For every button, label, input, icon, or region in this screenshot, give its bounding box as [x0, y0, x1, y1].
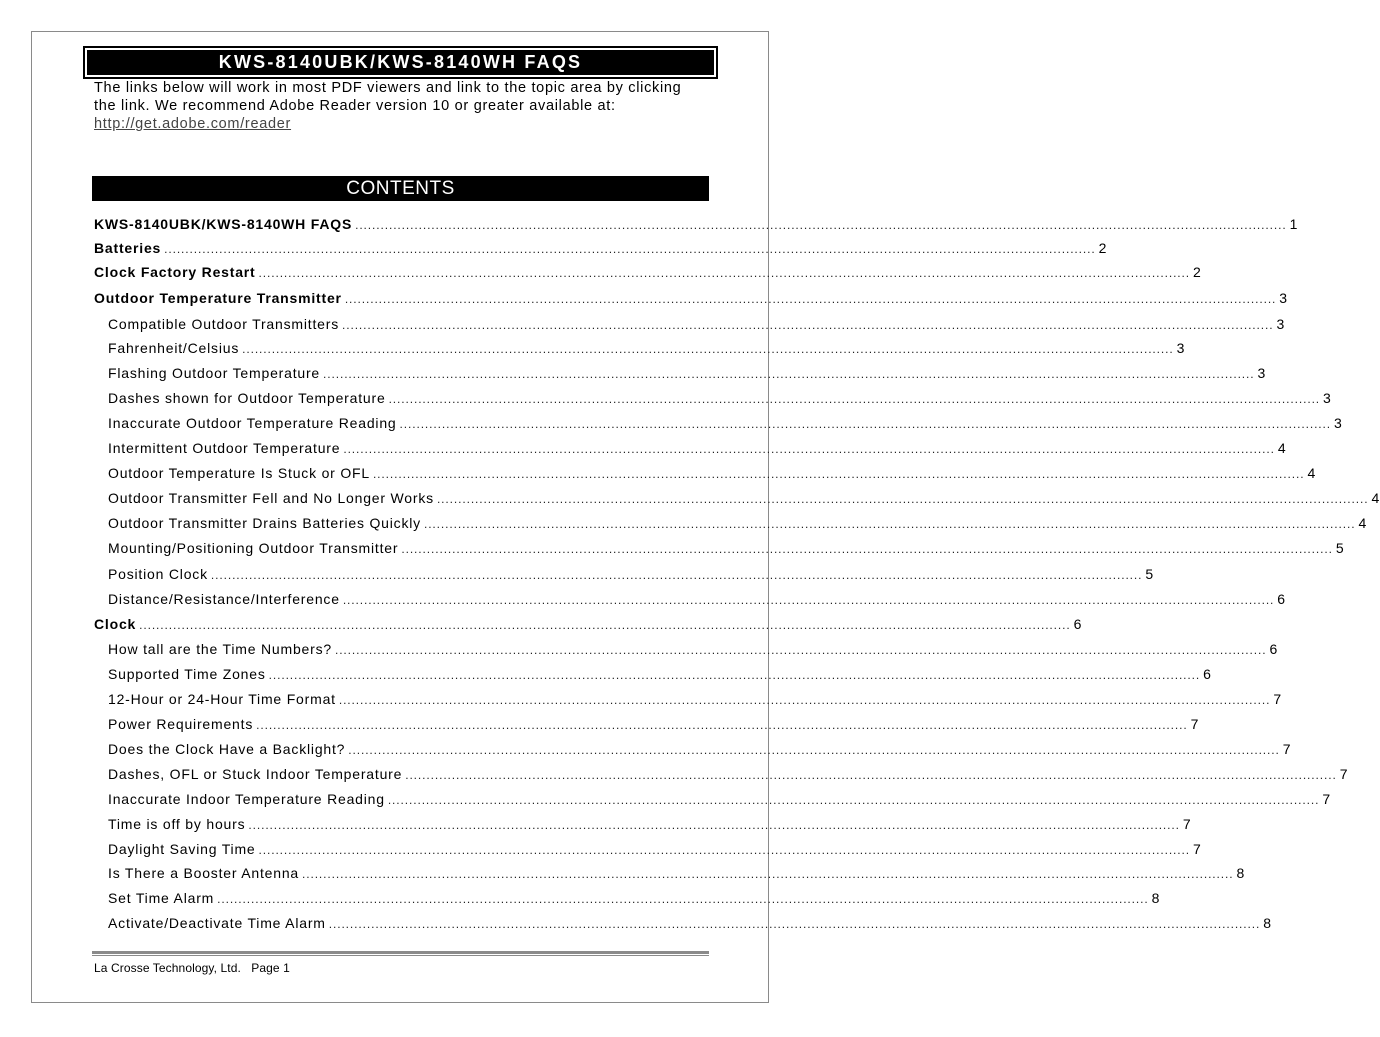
- toc-entry-label: Intermittent Outdoor Temperature: [108, 440, 341, 456]
- toc-dot-leader: ............................................................................................................................................................................................................................: [344, 292, 1277, 306]
- toc-entry-page: 5: [1145, 566, 1154, 582]
- toc-entry-label: Time is off by hours: [108, 816, 246, 832]
- toc-entry-label: Fahrenheit/Celsius: [108, 340, 240, 356]
- toc-entry[interactable]: [94, 264, 1202, 286]
- toc-entry-page: 3: [1279, 290, 1288, 306]
- footer-rule-thick: [92, 951, 709, 954]
- toc-dot-leader: ............................................................................................................................................................................................................................: [217, 892, 1149, 906]
- toc-dot-leader: ............................................................................................................................................................................................................................: [328, 917, 1261, 931]
- toc-entry[interactable]: [108, 841, 1202, 863]
- toc-entry-label: Dashes, OFL or Stuck Indoor Temperature: [108, 766, 403, 782]
- toc-entry-label: Clock Factory Restart: [94, 264, 256, 280]
- toc-entry[interactable]: [108, 415, 1343, 437]
- toc-entry-label: Outdoor Temperature Transmitter: [94, 290, 342, 306]
- toc-entry[interactable]: [108, 390, 1332, 412]
- toc-dot-leader: ............................................................................................................................................................................................................................: [268, 668, 1201, 682]
- toc-entry-page: 7: [1339, 766, 1349, 782]
- toc-entry-label: Position Clock: [108, 566, 208, 582]
- toc-entry-page: 4: [1277, 440, 1287, 456]
- toc-entry-page: 3: [1257, 365, 1267, 381]
- toc-dot-leader: ............................................................................................................................................................................................................................: [323, 367, 1255, 381]
- adobe-reader-link[interactable]: http://get.adobe.com/reader: [94, 116, 292, 132]
- toc-entry[interactable]: [94, 216, 1299, 238]
- toc-entry-page: 7: [1182, 816, 1192, 832]
- toc-entry-page: 7: [1282, 741, 1292, 757]
- toc-entry[interactable]: [108, 865, 1246, 887]
- toc-entry-label: Power Requirements: [108, 716, 254, 732]
- toc-entry[interactable]: [108, 741, 1292, 763]
- title-box: [83, 46, 718, 79]
- toc-dot-leader: ............................................................................................................................................................................................................................: [210, 568, 1143, 582]
- toc-dot-leader: ............................................................................................................................................................................................................................: [405, 768, 1337, 782]
- toc-entry[interactable]: [108, 666, 1212, 688]
- intro-line-1: The links below will work in most PDF viewers and link to the topic area by clicking: [94, 80, 682, 96]
- toc-entry-page: 7: [1190, 716, 1200, 732]
- toc-entry-page: 5: [1335, 540, 1345, 556]
- toc-entry[interactable]: [108, 691, 1282, 713]
- toc-entry[interactable]: [108, 766, 1349, 788]
- footer-page-number: Page 1: [251, 961, 290, 975]
- toc-entry-page: 8: [1263, 915, 1272, 931]
- toc-entry-label: Is There a Booster Antenna: [108, 865, 299, 881]
- toc-entry[interactable]: [108, 540, 1345, 562]
- toc-dot-leader: ............................................................................................................................................................................................................................: [423, 517, 1356, 531]
- toc-dot-leader: ............................................................................................................................................................................................................................: [388, 392, 1321, 406]
- toc-entry-label: Activate/Deactivate Time Alarm: [108, 915, 326, 931]
- toc-entry[interactable]: [108, 915, 1272, 937]
- toc-dot-leader: ............................................................................................................................................................................................................................: [334, 643, 1267, 657]
- toc-dot-leader: ............................................................................................................................................................................................................................: [436, 492, 1369, 506]
- toc-dot-leader: ............................................................................................................................................................................................................................: [256, 718, 1188, 732]
- toc-entry-page: 8: [1236, 865, 1246, 881]
- toc-entry[interactable]: [108, 890, 1161, 912]
- toc-entry-page: 8: [1151, 890, 1161, 906]
- toc-entry[interactable]: [94, 290, 1288, 312]
- toc-entry[interactable]: [108, 490, 1380, 512]
- toc-entry-page: 3: [1323, 390, 1332, 406]
- toc-entry-page: 7: [1273, 691, 1282, 707]
- toc-dot-leader: ............................................................................................................................................................................................................................: [355, 218, 1287, 232]
- toc-entry-label: Batteries: [94, 240, 162, 256]
- toc-entry-label: Does the Clock Have a Backlight?: [108, 741, 346, 757]
- toc-entry-page: 6: [1277, 591, 1286, 607]
- toc-entry[interactable]: [108, 340, 1186, 362]
- toc-dot-leader: ............................................................................................................................................................................................................................: [401, 542, 1333, 556]
- toc-entry-page: 6: [1073, 616, 1083, 632]
- toc-entry-label: How tall are the Time Numbers?: [108, 641, 332, 657]
- toc-entry-page: 6: [1203, 666, 1212, 682]
- toc-dot-leader: ............................................................................................................................................................................................................................: [348, 743, 1280, 757]
- toc-entry-label: Compatible Outdoor Transmitters: [108, 316, 339, 332]
- toc-entry[interactable]: [108, 566, 1154, 588]
- contents-heading: CONTENTS: [92, 176, 709, 201]
- toc-entry-label: Daylight Saving Time: [108, 841, 256, 857]
- toc-dot-leader: ............................................................................................................................................................................................................................: [342, 318, 1274, 332]
- toc-entry-page: 4: [1358, 515, 1368, 531]
- toc-entry-label: Outdoor Transmitter Drains Batteries Quickly: [108, 515, 421, 531]
- toc-dot-leader: ............................................................................................................................................................................................................................: [248, 818, 1180, 832]
- toc-entry[interactable]: [94, 616, 1083, 638]
- toc-dot-leader: ............................................................................................................................................................................................................................: [139, 618, 1071, 632]
- toc-entry-label: Distance/Resistance/Interference: [108, 591, 340, 607]
- toc-entry-page: 6: [1269, 641, 1279, 657]
- page-footer: [94, 961, 290, 975]
- toc-entry[interactable]: [108, 641, 1279, 663]
- toc-entry-label: 12-Hour or 24-Hour Time Format: [108, 691, 336, 707]
- toc-entry-label: Clock: [94, 616, 137, 632]
- toc-entry-label: Mounting/Positioning Outdoor Transmitter: [108, 540, 399, 556]
- toc-entry-page: 3: [1276, 316, 1286, 332]
- footer-rule-thin: [92, 955, 709, 956]
- toc-entry-page: 4: [1307, 465, 1317, 481]
- toc-dot-leader: ............................................................................................................................................................................................................................: [258, 843, 1190, 857]
- toc-entry-page: 3: [1334, 415, 1343, 431]
- toc-entry-label: Supported Time Zones: [108, 666, 266, 682]
- toc-dot-leader: ............................................................................................................................................................................................................................: [387, 793, 1320, 807]
- toc-entry[interactable]: [108, 365, 1267, 387]
- toc-entry[interactable]: [108, 816, 1192, 838]
- toc-entry[interactable]: [108, 440, 1287, 462]
- toc-dot-leader: ............................................................................................................................................................................................................................: [302, 867, 1234, 881]
- toc-dot-leader: ............................................................................................................................................................................................................................: [258, 266, 1191, 280]
- toc-dot-leader: ............................................................................................................................................................................................................................: [372, 467, 1305, 481]
- toc-entry-label: Outdoor Temperature Is Stuck or OFL: [108, 465, 370, 481]
- toc-entry-label: Flashing Outdoor Temperature: [108, 365, 321, 381]
- toc-entry[interactable]: [94, 240, 1108, 262]
- toc-dot-leader: ............................................................................................................................................................................................................................: [338, 693, 1271, 707]
- toc-entry-page: 4: [1371, 490, 1380, 506]
- toc-entry[interactable]: [108, 591, 1286, 613]
- toc-entry[interactable]: [108, 716, 1200, 738]
- intro-paragraph: [94, 79, 714, 133]
- toc-entry[interactable]: [108, 316, 1286, 338]
- toc-entry[interactable]: [108, 791, 1331, 813]
- toc-entry-page: 3: [1176, 340, 1186, 356]
- toc-entry[interactable]: [108, 515, 1368, 537]
- toc-dot-leader: ............................................................................................................................................................................................................................: [342, 593, 1275, 607]
- toc-entry-page: 7: [1322, 791, 1331, 807]
- toc-entry-label: Inaccurate Outdoor Temperature Reading: [108, 415, 397, 431]
- toc-dot-leader: ............................................................................................................................................................................................................................: [242, 342, 1174, 356]
- toc-dot-leader: ............................................................................................................................................................................................................................: [343, 442, 1275, 456]
- footer-company: La Crosse Technology, Ltd.: [94, 961, 241, 975]
- toc-entry-label: Inaccurate Indoor Temperature Reading: [108, 791, 385, 807]
- toc-entry-page: 7: [1193, 841, 1202, 857]
- toc-dot-leader: ............................................................................................................................................................................................................................: [399, 417, 1332, 431]
- toc-entry-label: KWS-8140UBK/KWS-8140WH FAQS: [94, 216, 353, 232]
- intro-line-2: the link. We recommend Adobe Reader version 10 or greater available at:: [94, 98, 616, 114]
- page-title: KWS-8140UBK/KWS-8140WH FAQS: [87, 50, 714, 75]
- toc-dot-leader: ............................................................................................................................................................................................................................: [164, 242, 1096, 256]
- toc-entry-label: Dashes shown for Outdoor Temperature: [108, 390, 386, 406]
- toc-entry[interactable]: [108, 465, 1317, 487]
- toc-entry-label: Set Time Alarm: [108, 890, 215, 906]
- toc-entry-page: 2: [1098, 240, 1108, 256]
- toc-entry-page: 1: [1289, 216, 1299, 232]
- toc-entry-label: Outdoor Transmitter Fell and No Longer Works: [108, 490, 434, 506]
- toc-entry-page: 2: [1193, 264, 1202, 280]
